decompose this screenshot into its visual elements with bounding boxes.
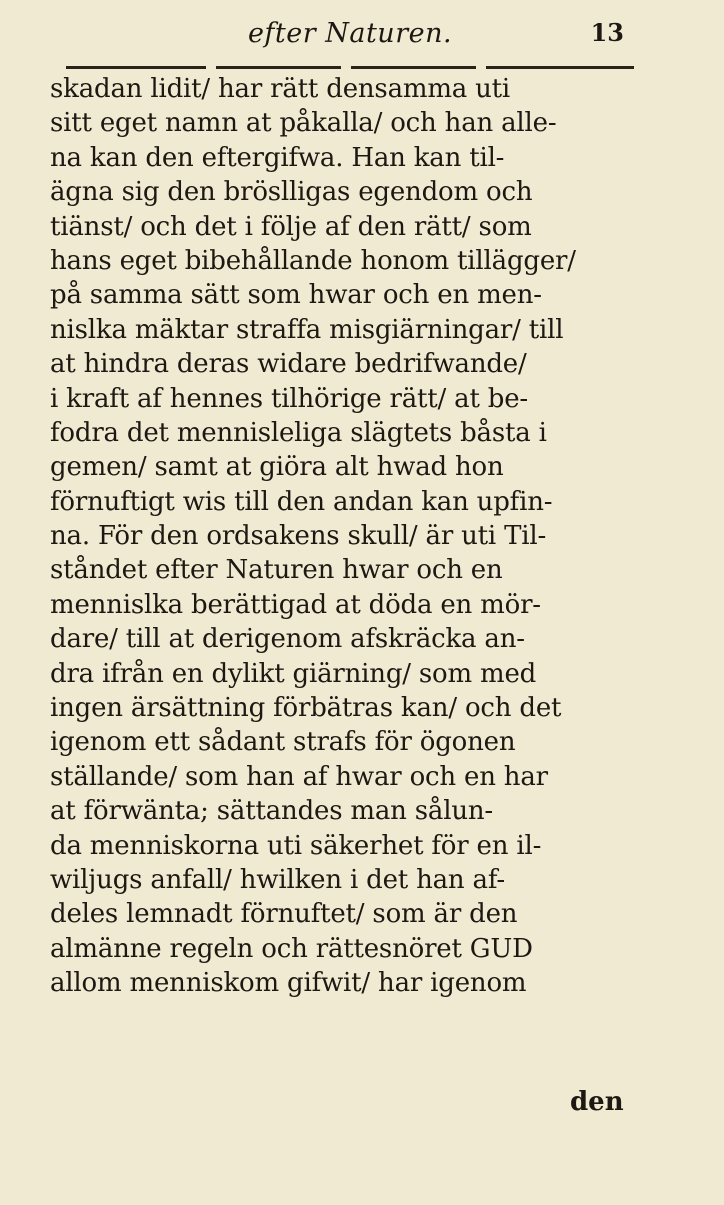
text-line: igenom ett sådant strafs för ögonen: [50, 727, 516, 758]
text-line: wiljugs anfall/ hwilken i det han af-: [50, 864, 505, 895]
text-line: at hindra deras widare bedrifwande/: [50, 349, 527, 380]
text-line: ägna sig den bröslligas egendom och: [50, 177, 533, 208]
text-line: mennislka berättigad at döda en mör-: [50, 589, 541, 620]
text-line: i kraft af hennes tilhörige rätt/ at be-: [50, 383, 529, 414]
text-line: dra ifrån en dylikt giärning/ som med: [50, 658, 537, 689]
text-line: fodra det mennisleliga slägtets båsta i: [50, 417, 547, 448]
text-line: na. För den ordsakens skull/ är uti Til-: [50, 521, 547, 552]
running-head: [0, 14, 724, 54]
text-line: na kan den eftergifwa. Han kan til-: [50, 142, 505, 173]
text-line: hans eget bibehållande honom tillägger/: [50, 245, 576, 276]
text-line: på samma sätt som hwar och en men-: [50, 280, 542, 311]
text-line: almänne regeln och rättesnöret GUD: [50, 933, 533, 964]
text-line: förnuftigt wis till den andan kan upfin-: [50, 486, 553, 517]
header-rule: [66, 66, 634, 69]
page-header-title: efter Naturen.: [247, 18, 453, 49]
text-line: skadan lidit/ har rätt densamma uti: [50, 74, 511, 104]
text-line: dare/ till at derigenom afskräcka an-: [50, 624, 525, 655]
text-line: ståndet efter Naturen hwar och en: [50, 555, 503, 586]
text-line: nislka mäktar straffa misgiärningar/ till: [50, 314, 564, 345]
text-line: sitt eget namn at påkalla/ och han alle-: [50, 108, 557, 139]
text-line: allom menniskom gifwit/ har igenom: [50, 968, 527, 999]
body-text: [50, 72, 640, 1001]
text-line: gemen/ samt at giöra alt hwad hon: [50, 452, 504, 483]
text-line: ingen ärsättning förbätras kan/ och det: [50, 693, 562, 724]
page-number: 13: [590, 18, 624, 47]
text-line: da menniskorna uti säkerhet för en il-: [50, 830, 542, 861]
text-line: deles lemnadt förnuftet/ som är den: [50, 899, 518, 930]
text-line: at förwänta; sättandes man sålun-: [50, 796, 494, 827]
text-line: ställande/ som han af hwar och en har: [50, 761, 548, 792]
text-line: tiänst/ och det i följe af den rätt/ som: [50, 211, 532, 242]
catchword: den: [570, 1087, 624, 1117]
